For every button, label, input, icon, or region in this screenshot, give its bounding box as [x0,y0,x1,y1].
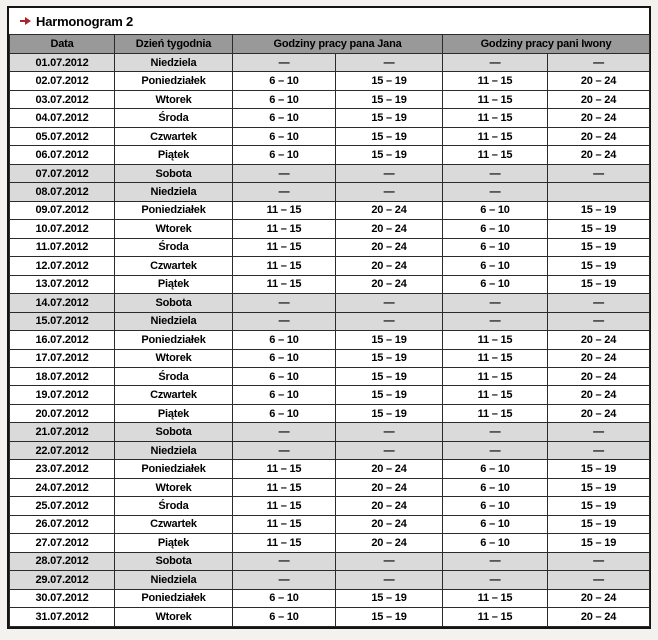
iwona-shift1-cell: — [443,571,548,589]
table-row [10,90,650,108]
iwona-shift1-cell: 6 – 10 [443,478,548,496]
table-row [10,608,650,627]
iwona-shift2-cell: 20 – 24 [548,589,650,607]
jan-shift2-cell: 20 – 24 [336,478,443,496]
jan-shift2-cell: 15 – 19 [336,146,443,164]
table-row [10,534,650,552]
iwona-shift2-cell: — [548,54,650,72]
iwona-shift1-cell: 6 – 10 [443,238,548,256]
jan-shift2-cell: — [336,183,443,201]
jan-shift1-cell: 6 – 10 [233,386,336,404]
day-cell: Poniedziałek [115,201,233,219]
table-row [10,54,650,72]
jan-shift2-cell: 15 – 19 [336,90,443,108]
day-cell: Niedziela [115,183,233,201]
date-cell: 30.07.2012 [10,589,115,607]
iwona-shift1-cell: 11 – 15 [443,349,548,367]
iwona-shift2-cell: 15 – 19 [548,460,650,478]
column-header-iwona-hours: Godziny pracy pani Iwony [443,35,650,54]
table-title-bar [9,8,649,34]
table-row [10,238,650,256]
jan-shift2-cell: 15 – 19 [336,608,443,627]
jan-shift1-cell: 6 – 10 [233,608,336,627]
iwona-shift1-cell: — [443,423,548,441]
jan-shift1-cell: — [233,312,336,330]
date-cell: 13.07.2012 [10,275,115,293]
jan-shift2-cell: 15 – 19 [336,349,443,367]
jan-shift1-cell: — [233,183,336,201]
iwona-shift1-cell: 11 – 15 [443,72,548,90]
jan-shift2-cell: 20 – 24 [336,275,443,293]
iwona-shift2-cell: — [548,441,650,459]
table-row [10,312,650,330]
day-cell: Środa [115,109,233,127]
jan-shift1-cell: 11 – 15 [233,238,336,256]
iwona-shift2-cell: 15 – 19 [548,534,650,552]
iwona-shift1-cell: 6 – 10 [443,201,548,219]
iwona-shift1-cell: 11 – 15 [443,90,548,108]
day-cell: Czwartek [115,515,233,533]
iwona-shift2-cell: 20 – 24 [548,349,650,367]
table-row [10,552,650,570]
day-cell: Wtorek [115,349,233,367]
jan-shift1-cell: 6 – 10 [233,331,336,349]
iwona-shift1-cell: 11 – 15 [443,386,548,404]
table-title: Harmonogram 2 [36,13,134,29]
iwona-shift1-cell: 11 – 15 [443,127,548,145]
table-row [10,404,650,422]
date-cell: 05.07.2012 [10,127,115,145]
iwona-shift2-cell: 20 – 24 [548,146,650,164]
jan-shift2-cell: 15 – 19 [336,127,443,145]
table-row [10,497,650,515]
jan-shift2-cell: 20 – 24 [336,238,443,256]
jan-shift2-cell: — [336,312,443,330]
jan-shift1-cell: — [233,164,336,182]
day-cell: Niedziela [115,571,233,589]
table-row [10,386,650,404]
jan-shift2-cell: 20 – 24 [336,534,443,552]
day-cell: Poniedziałek [115,72,233,90]
iwona-shift2-cell: 15 – 19 [548,201,650,219]
date-cell: 26.07.2012 [10,515,115,533]
date-cell: 19.07.2012 [10,386,115,404]
jan-shift1-cell: 11 – 15 [233,275,336,293]
iwona-shift1-cell: 6 – 10 [443,257,548,275]
iwona-shift2-cell: 20 – 24 [548,127,650,145]
iwona-shift2-cell: — [548,294,650,312]
iwona-shift1-cell: — [443,441,548,459]
column-header-jan-hours: Godziny pracy pana Jana [233,35,443,54]
date-cell: 25.07.2012 [10,497,115,515]
iwona-shift2-cell: 20 – 24 [548,386,650,404]
iwona-shift1-cell: 11 – 15 [443,589,548,607]
day-cell: Poniedziałek [115,589,233,607]
iwona-shift2-cell: 20 – 24 [548,331,650,349]
date-cell: 22.07.2012 [10,441,115,459]
jan-shift2-cell: 20 – 24 [336,460,443,478]
date-cell: 21.07.2012 [10,423,115,441]
day-cell: Środa [115,367,233,385]
day-cell: Piątek [115,404,233,422]
date-cell: 14.07.2012 [10,294,115,312]
iwona-shift1-cell: — [443,164,548,182]
day-cell: Wtorek [115,608,233,627]
table-row [10,294,650,312]
iwona-shift2-cell: — [548,164,650,182]
jan-shift2-cell: 15 – 19 [336,367,443,385]
iwona-shift2-cell: — [548,423,650,441]
date-cell: 11.07.2012 [10,238,115,256]
day-cell: Czwartek [115,386,233,404]
iwona-shift2-cell: — [548,571,650,589]
column-header-date: Data [10,35,115,54]
jan-shift1-cell: 11 – 15 [233,220,336,238]
jan-shift2-cell: — [336,552,443,570]
jan-shift1-cell: 6 – 10 [233,127,336,145]
iwona-shift2-cell: 15 – 19 [548,515,650,533]
jan-shift2-cell: 20 – 24 [336,201,443,219]
jan-shift2-cell: 20 – 24 [336,257,443,275]
date-cell: 31.07.2012 [10,608,115,627]
jan-shift2-cell: 15 – 19 [336,404,443,422]
date-cell: 15.07.2012 [10,312,115,330]
date-cell: 18.07.2012 [10,367,115,385]
date-cell: 01.07.2012 [10,54,115,72]
iwona-shift2-cell: 15 – 19 [548,478,650,496]
jan-shift2-cell: 15 – 19 [336,589,443,607]
schedule-table [9,34,650,627]
jan-shift2-cell: — [336,164,443,182]
jan-shift2-cell: — [336,571,443,589]
jan-shift1-cell: 11 – 15 [233,534,336,552]
date-cell: 20.07.2012 [10,404,115,422]
table-row [10,275,650,293]
jan-shift1-cell: — [233,423,336,441]
day-cell: Sobota [115,423,233,441]
table-row [10,460,650,478]
table-row [10,571,650,589]
day-cell: Środa [115,497,233,515]
date-cell: 29.07.2012 [10,571,115,589]
iwona-shift2-cell [548,183,650,201]
jan-shift1-cell: 6 – 10 [233,349,336,367]
day-cell: Sobota [115,294,233,312]
day-cell: Wtorek [115,478,233,496]
jan-shift2-cell: 20 – 24 [336,497,443,515]
date-cell: 04.07.2012 [10,109,115,127]
day-cell: Środa [115,238,233,256]
iwona-shift1-cell: — [443,294,548,312]
jan-shift2-cell: 15 – 19 [336,386,443,404]
date-cell: 08.07.2012 [10,183,115,201]
iwona-shift1-cell: 6 – 10 [443,534,548,552]
day-cell: Niedziela [115,312,233,330]
date-cell: 28.07.2012 [10,552,115,570]
iwona-shift2-cell: 15 – 19 [548,220,650,238]
iwona-shift2-cell: 20 – 24 [548,109,650,127]
date-cell: 12.07.2012 [10,257,115,275]
date-cell: 06.07.2012 [10,146,115,164]
jan-shift1-cell: — [233,294,336,312]
iwona-shift2-cell: — [548,312,650,330]
day-cell: Piątek [115,275,233,293]
iwona-shift1-cell: — [443,183,548,201]
table-row [10,478,650,496]
day-cell: Poniedziałek [115,331,233,349]
date-cell: 03.07.2012 [10,90,115,108]
iwona-shift2-cell: 20 – 24 [548,72,650,90]
jan-shift1-cell: 11 – 15 [233,257,336,275]
date-cell: 24.07.2012 [10,478,115,496]
jan-shift2-cell: — [336,294,443,312]
table-row [10,164,650,182]
table-row [10,183,650,201]
table-row [10,146,650,164]
day-cell: Wtorek [115,220,233,238]
iwona-shift1-cell: 11 – 15 [443,146,548,164]
date-cell: 27.07.2012 [10,534,115,552]
day-cell: Sobota [115,164,233,182]
date-cell: 07.07.2012 [10,164,115,182]
iwona-shift2-cell: 15 – 19 [548,238,650,256]
iwona-shift1-cell: 6 – 10 [443,497,548,515]
jan-shift1-cell: 11 – 15 [233,201,336,219]
day-cell: Czwartek [115,127,233,145]
iwona-shift2-cell: 15 – 19 [548,497,650,515]
jan-shift1-cell: 6 – 10 [233,589,336,607]
jan-shift1-cell: 6 – 10 [233,146,336,164]
jan-shift2-cell: 15 – 19 [336,109,443,127]
iwona-shift2-cell: 20 – 24 [548,90,650,108]
jan-shift1-cell: 6 – 10 [233,109,336,127]
date-cell: 09.07.2012 [10,201,115,219]
day-cell: Niedziela [115,441,233,459]
iwona-shift1-cell: 11 – 15 [443,331,548,349]
day-cell: Piątek [115,534,233,552]
red-arrow-right-icon [20,17,31,25]
jan-shift2-cell: 15 – 19 [336,72,443,90]
jan-shift2-cell: 15 – 19 [336,331,443,349]
day-cell: Piątek [115,146,233,164]
schedule-body [10,54,650,627]
table-row [10,127,650,145]
table-row [10,72,650,90]
table-row [10,423,650,441]
day-cell: Sobota [115,552,233,570]
day-cell: Wtorek [115,90,233,108]
day-cell: Poniedziałek [115,460,233,478]
table-row [10,257,650,275]
jan-shift1-cell: 6 – 10 [233,367,336,385]
jan-shift2-cell: 20 – 24 [336,220,443,238]
iwona-shift2-cell: 15 – 19 [548,257,650,275]
jan-shift1-cell: 11 – 15 [233,497,336,515]
jan-shift1-cell: — [233,54,336,72]
jan-shift2-cell: — [336,441,443,459]
date-cell: 23.07.2012 [10,460,115,478]
jan-shift1-cell: 11 – 15 [233,478,336,496]
jan-shift1-cell: 11 – 15 [233,515,336,533]
iwona-shift1-cell: 11 – 15 [443,608,548,627]
jan-shift1-cell: 6 – 10 [233,404,336,422]
day-cell: Niedziela [115,54,233,72]
table-row [10,220,650,238]
day-cell: Czwartek [115,257,233,275]
date-cell: 10.07.2012 [10,220,115,238]
iwona-shift2-cell: 20 – 24 [548,367,650,385]
column-header-day: Dzień tygodnia [115,35,233,54]
table-row [10,441,650,459]
schedule-table-frame [7,6,651,629]
jan-shift1-cell: — [233,441,336,459]
iwona-shift2-cell: 15 – 19 [548,275,650,293]
table-row [10,201,650,219]
table-row [10,109,650,127]
jan-shift1-cell: — [233,571,336,589]
iwona-shift1-cell: 6 – 10 [443,515,548,533]
iwona-shift1-cell: 6 – 10 [443,220,548,238]
jan-shift1-cell: — [233,552,336,570]
iwona-shift1-cell: — [443,312,548,330]
iwona-shift1-cell: 6 – 10 [443,460,548,478]
iwona-shift2-cell: — [548,552,650,570]
iwona-shift1-cell: — [443,54,548,72]
iwona-shift2-cell: 20 – 24 [548,404,650,422]
iwona-shift1-cell: 11 – 15 [443,367,548,385]
table-row [10,349,650,367]
table-row [10,367,650,385]
iwona-shift1-cell: 6 – 10 [443,275,548,293]
date-cell: 17.07.2012 [10,349,115,367]
table-row [10,515,650,533]
jan-shift2-cell: — [336,423,443,441]
jan-shift1-cell: 6 – 10 [233,72,336,90]
iwona-shift1-cell: 11 – 15 [443,404,548,422]
jan-shift2-cell: — [336,54,443,72]
table-row [10,589,650,607]
table-row [10,331,650,349]
jan-shift1-cell: 6 – 10 [233,90,336,108]
date-cell: 02.07.2012 [10,72,115,90]
iwona-shift2-cell: 20 – 24 [548,608,650,627]
jan-shift1-cell: 11 – 15 [233,460,336,478]
iwona-shift1-cell: — [443,552,548,570]
date-cell: 16.07.2012 [10,331,115,349]
header-row [10,35,650,54]
jan-shift2-cell: 20 – 24 [336,515,443,533]
iwona-shift1-cell: 11 – 15 [443,109,548,127]
